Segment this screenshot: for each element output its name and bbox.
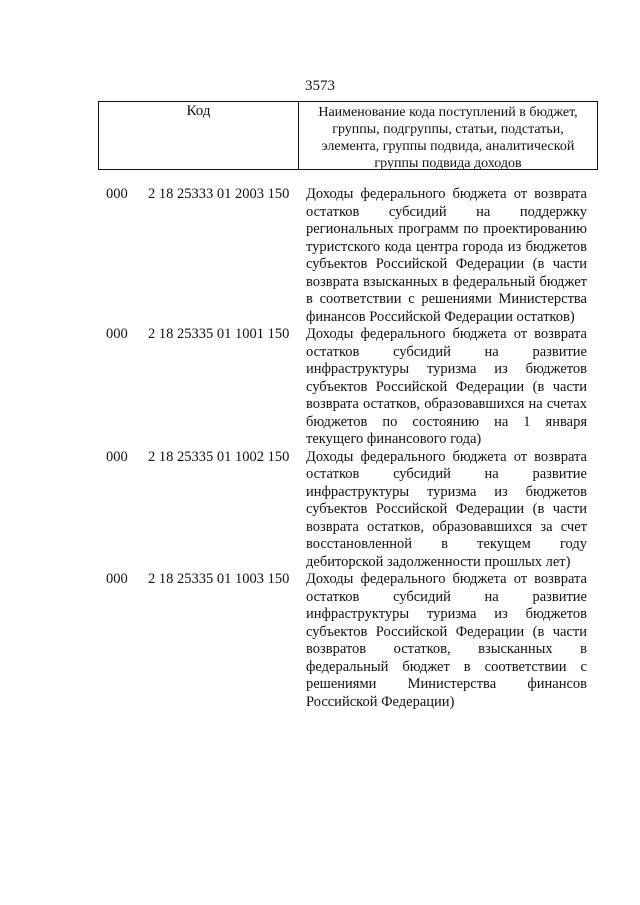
row-admin-code: 000	[106, 448, 128, 465]
table-row	[0, 571, 640, 711]
row-description: Доходы федерального бюджета от возврата остатков субсидий на развитие инфраструктуры туризма из бюджетов субъектов Российской Федерации (в части возврата остатков, образовавшихся за счет восстановленной в текущем году дебиторской задолженности прошлых лет)	[306, 448, 587, 570]
row-revenue-code: 2 18 25333 01 2003 150	[148, 186, 290, 202]
page-number: 3573	[305, 78, 335, 94]
table-row	[0, 326, 640, 449]
table-row	[0, 449, 640, 572]
row-description: Доходы федерального бюджета от возврата остатков субсидий на развитие инфраструктуры туризма из бюджетов субъектов Российской Федерации (в части возврата остатков, образовавшихся на счетах бюджетов по состоянию на 1 января текущего финансового года)	[306, 326, 587, 447]
row-description: Доходы федерального бюджета от возврата остатков субсидий на поддержку региональных программ по проектированию туристского кода центра города из бюджетов субъектов Российской Федерации (в части возврата взысканных в федеральный бюджет в соответствии с решениями Министерства финансов Российской Федерации остатков)	[306, 186, 587, 325]
row-admin-code: 000	[106, 326, 128, 342]
header-code-label: Код	[99, 102, 299, 169]
row-revenue-code: 2 18 25335 01 1001 150	[148, 326, 290, 342]
row-revenue-code: 2 18 25335 01 1002 150	[148, 448, 290, 465]
revenue-code-list	[0, 186, 640, 711]
table-row	[0, 186, 640, 326]
row-admin-code: 000	[106, 571, 128, 587]
row-revenue-code: 2 18 25335 01 1003 150	[148, 571, 290, 587]
header-name-label: Наименование кода поступлений в бюджет, группы, подгруппы, статьи, подстатьи, элемента, группы подвида, аналитической группы подвида доходов	[318, 105, 578, 171]
row-admin-code: 000	[106, 186, 128, 202]
table-header	[98, 101, 598, 170]
row-description: Доходы федерального бюджета от возврата остатков субсидий на развитие инфраструктуры туризма из бюджетов субъектов Российской Федерации (в части возвратов остатков, взысканных в федеральный бюджет в соответствии с решениями Министерства финансов Российской Федерации)	[306, 571, 587, 710]
